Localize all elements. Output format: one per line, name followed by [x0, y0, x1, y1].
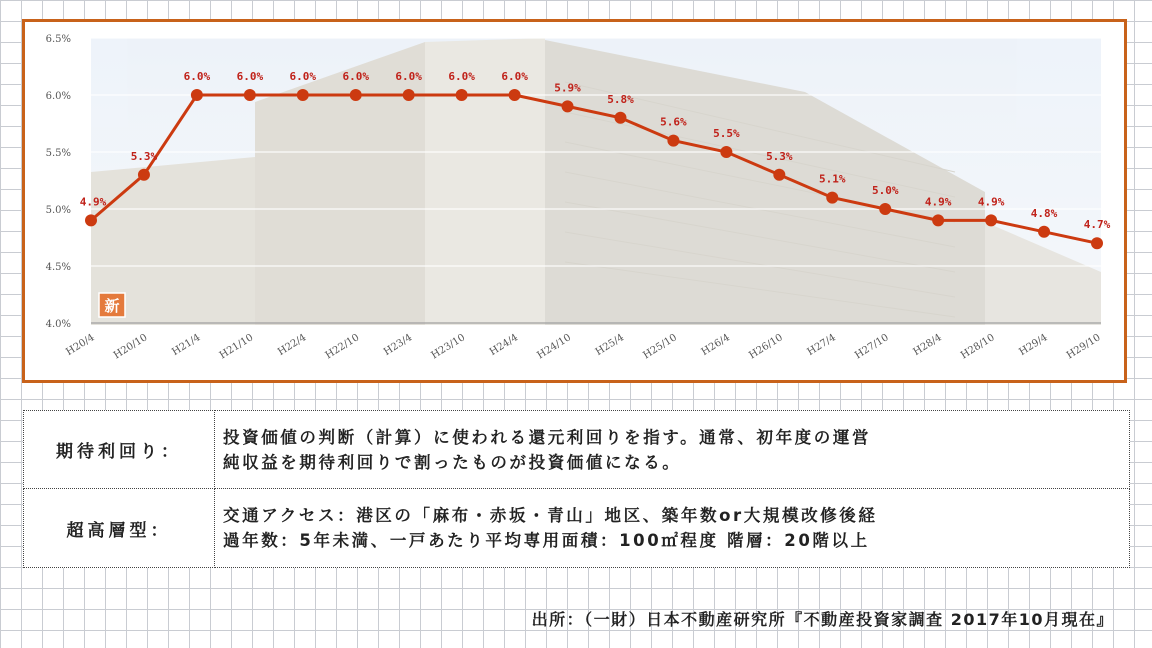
data-point: [350, 89, 362, 101]
y-tick-label: 4.0%: [45, 319, 71, 330]
data-point: [720, 146, 732, 158]
definition-text: [215, 489, 1130, 568]
x-tick-label: H27/4: [805, 332, 838, 359]
data-point: [1091, 237, 1103, 249]
x-tick-label: H20/10: [111, 332, 150, 362]
data-point: [826, 192, 838, 204]
data-point: [614, 112, 626, 124]
definition-text: [215, 411, 1130, 489]
data-point: [1038, 226, 1050, 238]
data-point: [985, 214, 997, 226]
definitions-table: [23, 410, 1130, 568]
data-label: 5.0%: [871, 184, 899, 197]
x-tick-label: H20/4: [64, 332, 97, 359]
data-label: 6.0%: [289, 70, 317, 83]
data-label: 6.0%: [236, 70, 264, 83]
source-citation: 出所：（一財）日本不動産研究所『不動産投資家調査 2017年10月現在』: [531, 610, 1114, 629]
x-tick-label: H22/10: [323, 332, 362, 362]
data-point: [509, 89, 521, 101]
data-label: 4.9%: [977, 195, 1005, 209]
x-tick-label: H23/4: [381, 332, 415, 359]
y-tick-label: 6.5%: [45, 34, 71, 45]
x-tick-label: H25/4: [593, 332, 627, 359]
data-point: [932, 214, 944, 226]
x-tick-label: H28/10: [959, 332, 997, 362]
data-point: [403, 89, 415, 101]
data-label: 4.7%: [1083, 218, 1111, 232]
chart-frame: [22, 19, 1127, 383]
x-tick-label: H24/10: [535, 332, 574, 362]
data-label: 5.6%: [660, 115, 687, 129]
x-tick-label: H28/4: [911, 332, 944, 359]
data-label: 5.3%: [766, 149, 793, 163]
data-label: 6.0%: [448, 70, 475, 83]
data-label: 6.0%: [501, 70, 528, 83]
x-tick-label: H21/4: [170, 332, 203, 359]
data-label: 5.3%: [130, 149, 158, 163]
definition-line: 投資価値の判断（計算）に使われる還元利回りを指す。通常、初年度の運営: [223, 427, 872, 447]
data-point: [138, 169, 150, 181]
data-point: [773, 169, 785, 181]
data-label: 5.9%: [554, 81, 581, 95]
data-label: 6.0%: [183, 70, 211, 83]
data-label: 6.0%: [342, 70, 369, 83]
y-tick-label: 4.5%: [45, 262, 71, 273]
x-tick-label: H23/10: [429, 332, 468, 362]
y-axis-ticks: [46, 34, 71, 330]
definition-line: 交通アクセス：港区の「麻布・赤坂・青山」地区、築年数or大規模改修後経: [223, 506, 878, 525]
data-point: [456, 89, 468, 101]
data-label: 4.9%: [79, 195, 107, 209]
y-tick-label: 5.5%: [45, 148, 71, 159]
y-tick-label: 6.0%: [45, 91, 71, 102]
data-point: [85, 214, 97, 226]
x-tick-label: H22/4: [276, 332, 309, 359]
x-tick-label: H26/4: [699, 332, 732, 359]
x-axis-ticks: [64, 332, 1102, 361]
data-point: [562, 100, 574, 112]
definition-term: 期待利回り：: [24, 411, 215, 489]
data-point: [244, 89, 256, 101]
y-tick-label: 5.0%: [45, 205, 71, 216]
data-label: 4.9%: [924, 195, 952, 209]
data-point: [191, 89, 203, 101]
x-tick-label: H27/10: [853, 332, 891, 362]
new-badge: [99, 293, 125, 317]
yield-line-chart: [25, 22, 1124, 380]
definition-row: [24, 489, 1130, 568]
x-tick-label: H25/10: [641, 332, 680, 362]
data-point: [297, 89, 309, 101]
data-label: 5.5%: [713, 127, 740, 140]
x-tick-label: H29/10: [1064, 332, 1103, 362]
data-point: [667, 135, 679, 147]
x-tick-label: H21/10: [217, 332, 256, 362]
definition-line: 純収益を期待利回りで割ったものが投資価値になる。: [223, 452, 682, 472]
x-tick-label: H24/4: [487, 332, 521, 359]
data-label: 5.8%: [607, 92, 634, 106]
definition-line: 過年数：5年未満、一戸あたり平均専用面積：100㎡程度 階層：20階以上: [223, 531, 870, 550]
x-tick-label: H26/10: [747, 332, 785, 362]
data-label: 6.0%: [395, 70, 422, 83]
definition-term: 超高層型：: [24, 489, 215, 568]
new-badge-label: 新: [104, 297, 120, 315]
data-point: [879, 203, 891, 215]
data-label: 5.1%: [819, 172, 846, 186]
definition-row: [24, 411, 1130, 489]
x-tick-label: H29/4: [1017, 332, 1050, 359]
data-label: 4.8%: [1030, 206, 1058, 220]
